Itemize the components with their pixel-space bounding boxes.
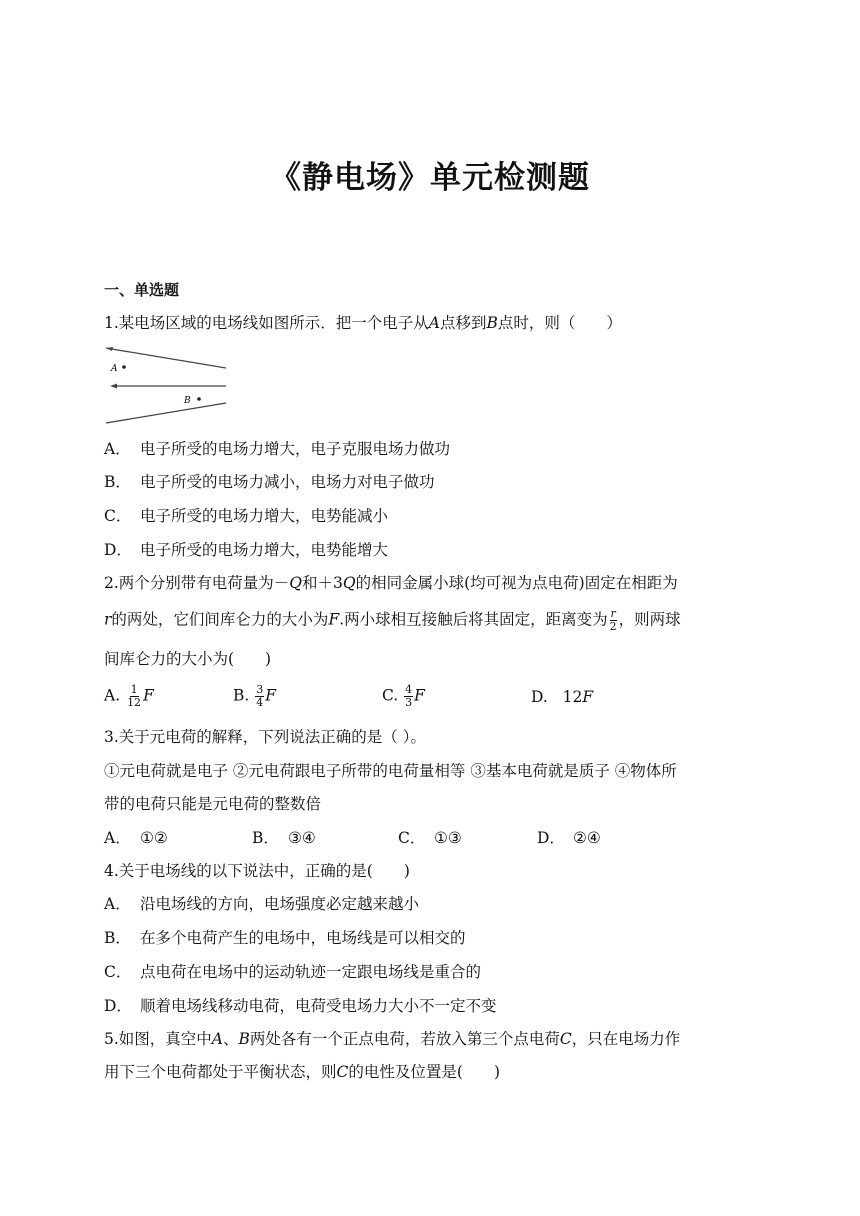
q1-stem-part: 点移到 xyxy=(440,314,487,332)
electric-field-lines-figure xyxy=(104,345,228,427)
question-2-line-1 xyxy=(104,572,678,594)
question-4-stem: 4.关于电场线的以下说法中，正确的是( ) xyxy=(104,862,410,880)
option-unit: F xyxy=(143,686,154,705)
figure-label-b: B xyxy=(184,396,191,406)
q2-text: 和＋3 xyxy=(302,574,343,592)
q5-text: ，只在电场力作 xyxy=(571,1030,681,1048)
q2-text: 2.两个分别带有电荷量为－ xyxy=(104,574,290,592)
fraction-numerator: 1 xyxy=(130,683,138,696)
q1-option-c xyxy=(104,505,388,527)
q4-option-d xyxy=(104,995,497,1017)
q5-point-b: B xyxy=(238,1030,250,1048)
q4-option-c xyxy=(104,961,481,983)
q2-force-symbol: F xyxy=(328,610,340,629)
option-text: ①③ xyxy=(434,829,462,847)
fraction-denominator: 2 xyxy=(609,620,617,633)
q5-charge-c: C xyxy=(336,1063,349,1081)
q4-option-a xyxy=(104,893,419,915)
option-text: 电子所受的电场力减小，电场力对电子做功 xyxy=(140,473,435,491)
option-label: A． xyxy=(104,440,131,458)
option-text: 在多个电荷产生的电场中，电场线是可以相交的 xyxy=(140,929,466,947)
option-label: B． xyxy=(104,929,131,947)
option-text: ②④ xyxy=(573,829,601,847)
option-label: B. xyxy=(233,686,250,705)
option-unit: F xyxy=(414,686,425,705)
fraction-denominator: 12 xyxy=(127,696,142,709)
question-3-statements-1: ①元电荷就是电子 ②元电荷跟电子所带的电荷量相等 ③基本电荷就是质子 ④物体所 xyxy=(104,762,677,780)
q2-option-b xyxy=(233,684,276,709)
fraction-denominator: 4 xyxy=(256,696,264,709)
q2-option-c xyxy=(382,684,425,709)
option-label: B． xyxy=(104,473,131,491)
q5-text: 5.如图，真空中 xyxy=(104,1030,212,1048)
q2-text: 的两处，它们间库仑力的大小为 xyxy=(111,610,329,629)
q2-distance-symbol: r xyxy=(104,610,112,629)
q1-point-b: B xyxy=(486,314,498,332)
option-fraction xyxy=(404,684,413,709)
section-heading: 一、单选题 xyxy=(104,281,180,299)
option-text: 沿电场线的方向，电场强度必定越来越小 xyxy=(140,895,420,913)
q3-option-b xyxy=(252,827,316,849)
fraction-numerator: 4 xyxy=(405,683,413,696)
q1-option-d xyxy=(104,539,388,561)
option-label: C. xyxy=(382,686,399,705)
question-3-statements-2: 带的电荷只能是元电荷的整数倍 xyxy=(104,795,322,813)
q2-text: ，则两球 xyxy=(618,610,681,629)
fraction-numerator: 3 xyxy=(256,683,264,696)
q1-option-b xyxy=(104,471,435,493)
field-line-top xyxy=(106,348,226,368)
option-label: A． xyxy=(104,829,131,847)
question-2-line-3: 间库仑力的大小为( ) xyxy=(104,650,272,668)
option-text: 电子所受的电场力增大，电势能增大 xyxy=(140,541,389,559)
option-label: D． xyxy=(104,997,132,1015)
q5-text: 两处各有一个正点电荷，若放入第三个点电荷 xyxy=(249,1030,560,1048)
option-unit: F xyxy=(582,688,594,706)
point-a-dot xyxy=(122,365,126,369)
q2-option-a xyxy=(104,684,154,709)
q5-text: 用下三个电荷都处于平衡状态，则 xyxy=(104,1063,337,1081)
option-text: 12 xyxy=(562,688,583,706)
option-text: ①② xyxy=(140,829,168,847)
fraction-denominator: 3 xyxy=(405,696,413,709)
q5-point-a: A xyxy=(211,1030,223,1048)
figure-label-a: A xyxy=(111,364,118,374)
point-b-dot xyxy=(197,397,201,401)
option-unit: F xyxy=(265,686,277,705)
q2-charge-symbol: Q xyxy=(342,574,356,592)
option-label: D． xyxy=(104,541,132,559)
q4-option-b xyxy=(104,927,466,949)
field-line-bottom xyxy=(106,403,226,423)
q1-option-a xyxy=(104,438,450,460)
option-label: C． xyxy=(104,963,132,981)
q3-option-c xyxy=(398,827,462,849)
question-5-line-1 xyxy=(104,1028,680,1050)
question-1-stem xyxy=(104,312,622,334)
option-label: D． xyxy=(537,829,565,847)
question-3-stem: 3.关于元电荷的解释，下列说法正确的是（ ）。 xyxy=(104,728,426,746)
option-label: A. xyxy=(104,686,121,705)
option-text: 电子所受的电场力增大，电子克服电场力做功 xyxy=(140,440,451,458)
q2-option-d xyxy=(531,686,593,708)
q1-stem-part: 点时，则（ ） xyxy=(497,314,622,332)
option-label: C． xyxy=(398,829,426,847)
option-text: 顺着电场线移动电荷，电荷受电场力大小不一定不变 xyxy=(140,997,497,1015)
q2-text: 的相同金属小球(均可视为点电荷)固定在相距为 xyxy=(355,574,678,592)
q5-charge-c: C xyxy=(559,1030,572,1048)
question-5-line-2 xyxy=(104,1061,500,1083)
option-label: D. xyxy=(531,688,548,706)
option-text: 点电荷在电场中的运动轨迹一定跟电场线是重合的 xyxy=(140,963,482,981)
q5-text: 、 xyxy=(223,1030,239,1048)
q2-text: .两小球相互接触后将其固定，距离变为 xyxy=(339,610,608,629)
q5-text: 的电性及位置是( ) xyxy=(348,1063,500,1081)
fraction-numerator: r xyxy=(610,607,616,620)
arrow-left-icon xyxy=(110,384,117,389)
option-label: C． xyxy=(104,507,132,525)
option-label: A． xyxy=(104,895,131,913)
q1-stem-part: 1.某电场区域的电场线如图所示．把一个电子从 xyxy=(104,314,429,332)
question-2-line-2 xyxy=(104,608,681,633)
q3-option-a xyxy=(104,827,168,849)
q3-option-d xyxy=(537,827,601,849)
option-fraction xyxy=(126,684,142,709)
page-title: 《静电场》单元检测题 xyxy=(270,160,590,196)
q2-charge-symbol: Q xyxy=(289,574,303,592)
option-text: ③④ xyxy=(288,829,316,847)
option-label: B． xyxy=(252,829,279,847)
fraction-r-over-2 xyxy=(609,608,618,633)
option-text: 电子所受的电场力增大，电势能减小 xyxy=(140,507,389,525)
q1-point-a: A xyxy=(428,314,440,332)
option-fraction xyxy=(255,684,264,709)
